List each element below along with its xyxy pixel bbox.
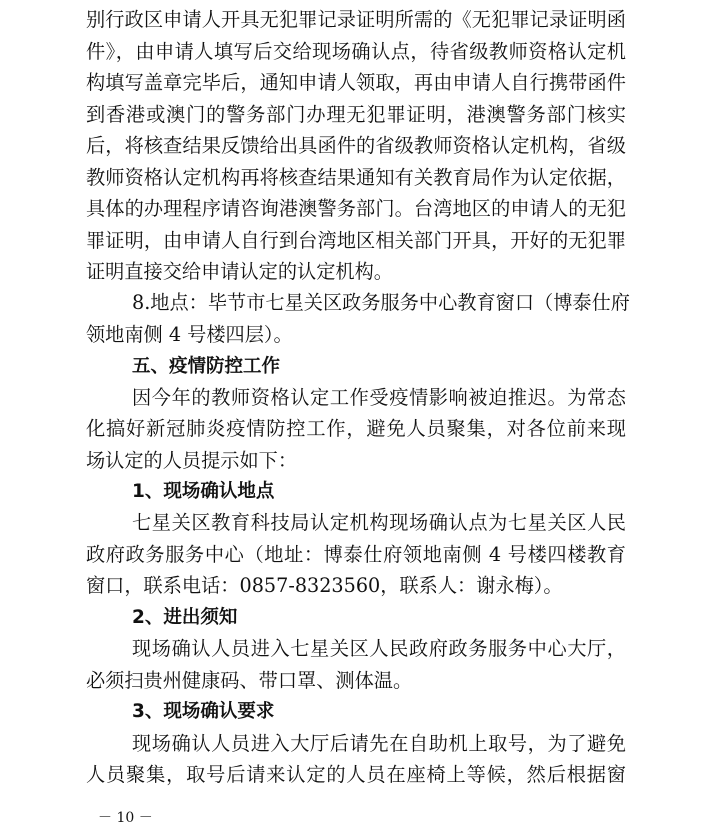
page-number: － 10 －: [98, 810, 153, 826]
subheading-entry: 2、进出须知: [132, 607, 238, 628]
paragraph-line: 政府政务服务中心（地址：博泰仕府领地南侧 4 号楼四楼教育: [86, 543, 626, 566]
paragraph-line: 后，将核查结果反馈给出具函件的省级教师资格认定机构，省级: [86, 134, 626, 157]
paragraph-line: 具体的办理程序请咨询港澳警务部门。台湾地区的申请人的无犯: [86, 197, 626, 220]
paragraph-line: 场认定的人员提示如下：: [86, 449, 298, 472]
paragraph-line: 必须扫贵州健康码、带口罩、测体温。: [86, 669, 413, 692]
paragraph-line: 罪证明，由申请人自行到台湾地区相关部门开具，开好的无犯罪: [86, 229, 626, 252]
paragraph-line: 教师资格认定机构再将核查结果通知有关教育局作为认定依据，: [86, 166, 626, 189]
paragraph-line: 七星关区教育科技局认定机构现场确认点为七星关区人民: [132, 511, 626, 534]
subheading-requirements: 3、现场确认要求: [132, 701, 275, 722]
paragraph-line: 件》，由申请人填写后交给现场确认点，待省级教师资格认定机: [86, 40, 626, 63]
paragraph-line: 人员聚集，取号后请来认定的人员在座椅上等候，然后根据窗: [86, 763, 626, 786]
paragraph-line: 因今年的教师资格认定工作受疫情影响被迫推迟。为常态: [132, 386, 626, 409]
paragraph-line: 别行政区申请人开具无犯罪记录证明所需的《无犯罪记录证明函: [86, 8, 626, 31]
paragraph-line: 窗口，联系电话：0857-8323560，联系人：谢永梅）。: [86, 574, 563, 597]
location-line: 8.地点：毕节市七星关区政务服务中心教育窗口（博泰仕府: [132, 291, 630, 314]
paragraph-line: 化搞好新冠肺炎疫情防控工作，避免人员聚集，对各位前来现: [86, 417, 626, 440]
paragraph-line: 构填写盖章完毕后，通知申请人领取，再由申请人自行携带函件: [86, 71, 626, 94]
paragraph-line: 现场确认人员进入大厅后请先在自助机上取号，为了避免: [132, 732, 626, 755]
paragraph-line: 现场确认人员进入七星关区人民政府政务服务中心大厅，: [132, 637, 626, 660]
paragraph-line: 到香港或澳门的警务部门办理无犯罪证明，港澳警务部门核实: [86, 103, 626, 126]
location-line: 领地南侧 4 号楼四层）。: [86, 323, 293, 346]
section-heading: 五、疫情防控工作: [132, 356, 281, 377]
paragraph-line: 证明直接交给申请认定的认定机构。: [86, 260, 393, 283]
subheading-location: 1、现场确认地点: [132, 481, 275, 502]
